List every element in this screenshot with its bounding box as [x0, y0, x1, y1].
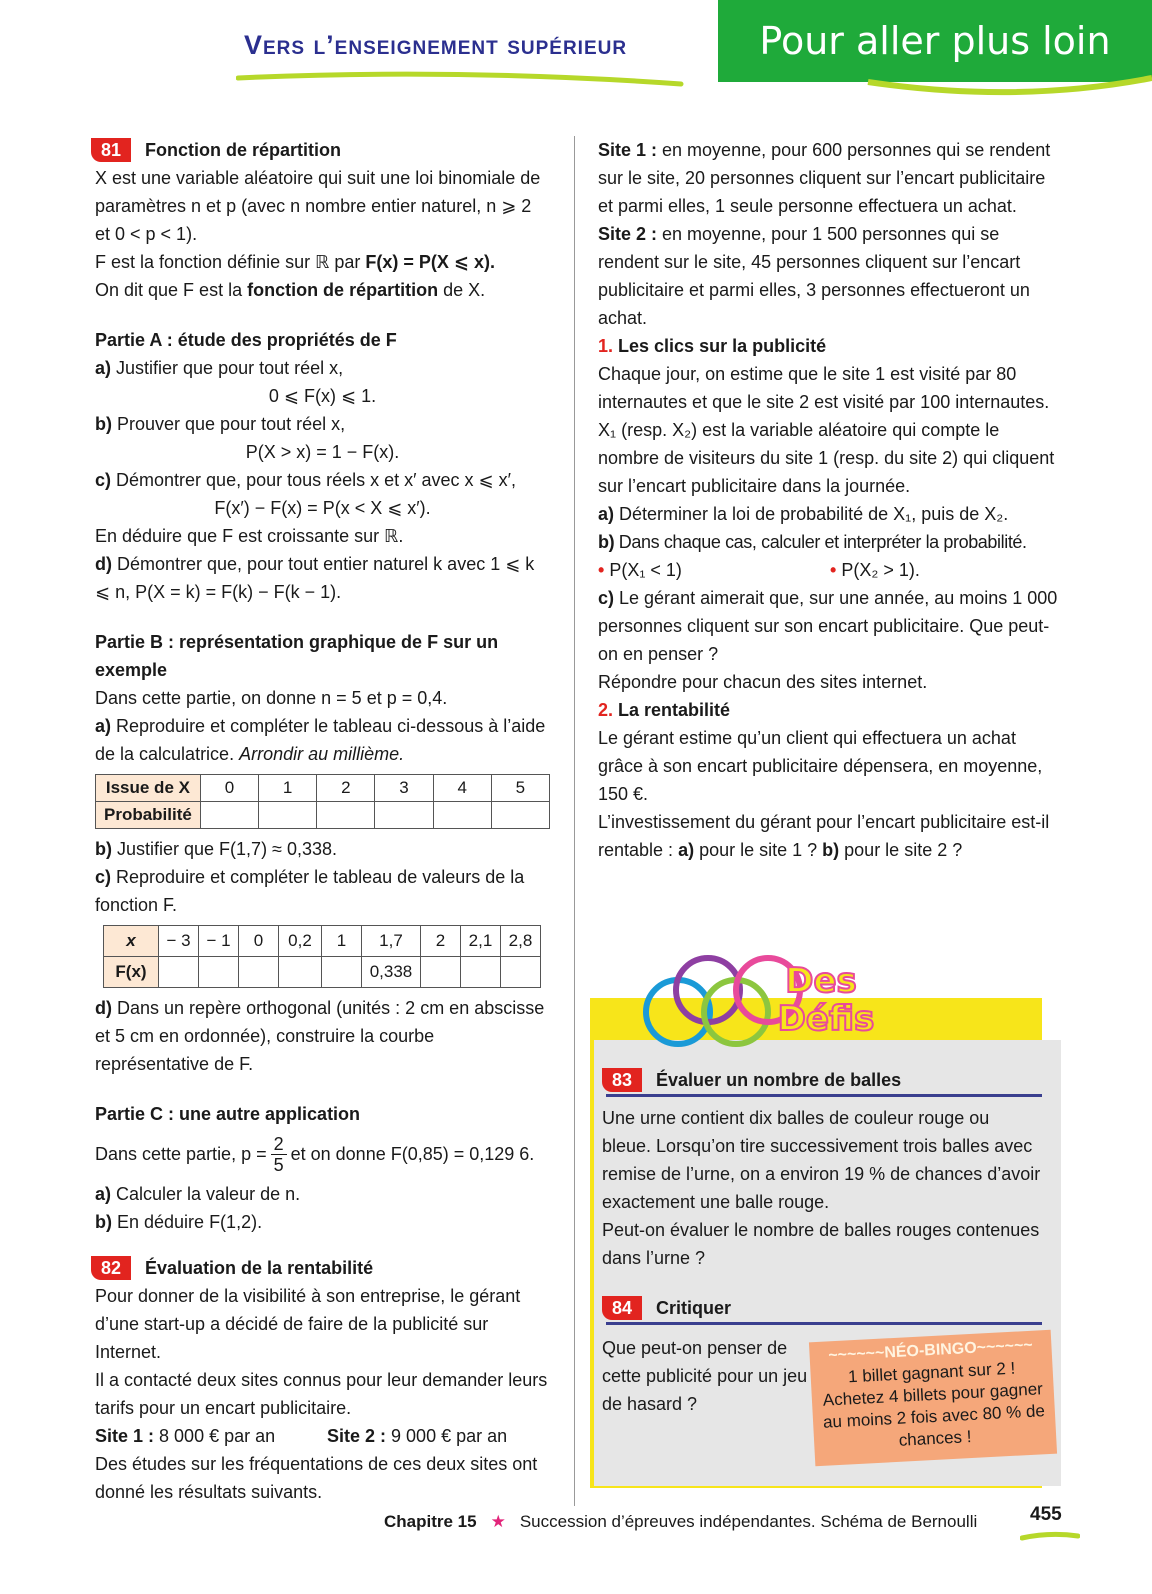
exercise-83 [606, 1066, 1044, 1094]
table-cell [322, 957, 362, 988]
table-cell [461, 957, 501, 988]
table-cell [317, 802, 375, 829]
ex82-para-3: Des études sur les fréquentations de ces deux sites ont donné les résultats suivants. [95, 1454, 538, 1502]
question-c-a [95, 1180, 550, 1208]
exercise-title: Fonction de répartition [145, 140, 342, 160]
ex81-intro-3 [95, 276, 550, 304]
text: et on donne F(0,85) = 0,129 6. [290, 1144, 535, 1164]
question-label: c) [95, 470, 112, 490]
question-label: a) [95, 716, 112, 736]
table-header-cell: Probabilité [96, 802, 201, 829]
section-1-para-1: Chaque jour, on estime que le site 1 est visité par 80 internautes et que le site 2 est visité par 100 internautes. [598, 364, 1050, 412]
des-defis-logo [636, 950, 886, 1050]
question-text: Dans chaque cas, calculer et interpréter la probabilité. [614, 532, 1027, 552]
item-text: P(X₂ > 1). [841, 560, 920, 580]
question-text: Démontrer que, pour tout entier naturel k avec 1 ⩽ k ⩽ n, P(X = k) = F(k) − F(k − 1). [95, 554, 535, 602]
exercise-number-badge: 83 [602, 1068, 642, 1092]
exercise-81-header [95, 136, 550, 164]
term: fonction de répartition [247, 280, 439, 300]
question-label: a) [95, 358, 112, 378]
question-text: Dans un repère orthogonal (unités : 2 cm en abscisse et 5 cm en ordonnée), construire la courbe représentative de F. [95, 998, 545, 1074]
label: Site 1 : [598, 140, 658, 160]
question-text: Reproduire et compléter le tableau de valeurs de la fonction F. [95, 867, 525, 915]
page-footer [384, 1512, 977, 1532]
value: 8 000 € par an [154, 1426, 276, 1446]
table-cell: 0,2 [279, 926, 322, 957]
table-cell: 2,1 [461, 926, 501, 957]
section-title: La rentabilité [613, 700, 731, 720]
part-c-title: Partie C : une autre application [95, 1104, 361, 1124]
question-label: b) [95, 1212, 112, 1232]
part-a-title: Partie A : étude des propriétés de F [95, 330, 397, 350]
table-cell [501, 957, 541, 988]
section-1-question-a [598, 500, 1058, 528]
probability-table [95, 774, 550, 829]
header-banner-title: Pour aller plus loin [759, 19, 1111, 63]
question-text: Le gérant aimerait que, sur une année, au moins 1 000 personnes cliquent sur son encart publicitaire. Que peut-on en penser ? [598, 588, 1058, 664]
section-2-title [598, 696, 1058, 724]
table-cell: 0,338 [362, 957, 421, 988]
section-number: 1. [598, 336, 614, 356]
advert-line-2: Achetez 4 billets pour gagner au moins 2 fois avec 80 % de chances ! [822, 1379, 1046, 1450]
table-header-cell: F(x) [104, 957, 159, 988]
footer-subtitle: Succession d’épreuves indépendantes. Schéma de Bernoulli [519, 1512, 978, 1531]
table-cell [279, 957, 322, 988]
right-column [598, 136, 1058, 864]
table-cell [159, 957, 199, 988]
table-cell: 2 [317, 775, 375, 802]
question-text: Prouver que pour tout réel x, [112, 414, 346, 434]
result-site-2 [598, 220, 1058, 332]
text: en moyenne, pour 600 personnes qui se rendent sur le site, 20 personnes cliquent sur l’encart publicitaire et parmi elles, 1 seule personne effectuera un achat. [598, 140, 1051, 216]
exercise-number-badge: 84 [602, 1296, 642, 1320]
fraction-numerator: 2 [271, 1134, 287, 1155]
text: en moyenne, pour 1 500 personnes qui se rendent sur le site, 45 personnes cliquent sur l’encart publicitaire et parmi elles, 3 personnes effectueront un achat. [598, 224, 1030, 328]
exercise-83-rule [606, 1094, 1042, 1097]
table-cell [421, 957, 461, 988]
ex81-intro-2 [95, 248, 550, 276]
ex82-para-1: Pour donner de la visibilité à son entreprise, le gérant d’une start-up a décidé de faire de la publicité sur Internet. [95, 1286, 521, 1362]
list-item [830, 556, 920, 584]
question-c-b [95, 1208, 550, 1236]
value: 9 000 € par an [386, 1426, 508, 1446]
question-text: pour le site 2 ? [839, 840, 963, 860]
exercise-title: Évaluation de la rentabilité [145, 1258, 374, 1278]
table-cell: 1 [322, 926, 362, 957]
question-a [95, 354, 550, 382]
table-cell [433, 802, 491, 829]
text: L’investissement du gérant pour l’encart publicitaire est-il rentable : [598, 812, 1050, 860]
formula-a: 0 ⩽ F(x) ⩽ 1. [268, 386, 377, 406]
ex82-para-2: Il a contacté deux sites connus pour leur demander leurs tarifs pour un encart publicitaire. [95, 1370, 548, 1418]
question-text: Justifier que F(1,7) ≈ 0,338. [112, 839, 337, 859]
question-text: Reproduire et compléter le tableau ci-dessous à l’aide de la calculatrice. [95, 716, 546, 764]
question-label: a) [598, 504, 615, 524]
exercise-83-header [606, 1066, 1044, 1094]
table-row [104, 957, 541, 988]
question-text: Démontrer que, pour tous réels x et x′ avec x ⩽ x′, [111, 470, 517, 490]
text: Dans cette partie, p = [95, 1144, 267, 1164]
ex83-para-1: Une urne contient dix balles de couleur rouge ou bleue. Lorsqu’on tire successivement trois balles avec remise de l’urne, on a environ 19 % de chances d’avoir exactement une balle rouge. [602, 1108, 1041, 1212]
table-header-cell: x [104, 926, 159, 957]
exercise-number-badge: 82 [91, 1256, 131, 1280]
table-cell: 0 [239, 926, 279, 957]
question-b [95, 410, 550, 438]
table-cell: 4 [433, 775, 491, 802]
ex82-prices [95, 1422, 550, 1450]
table-cell: 5 [491, 775, 549, 802]
bullet-icon: • [598, 560, 605, 580]
part-b-intro: Dans cette partie, on donne n = 5 et p = 0,4. [95, 688, 448, 708]
section-2-para-1: Le gérant estime qu’un client qui effectuera un achat grâce à son encart publicitaire dépensera, en moyenne, 150 €. [598, 728, 1043, 804]
formula-b: P(X > x) = 1 − F(x). [245, 442, 400, 462]
text: de X. [438, 280, 486, 300]
exercise-83-body [602, 1104, 1042, 1272]
formula: F(x) = P(X ⩽ x). [365, 252, 495, 272]
exercise-title: Évaluer un nombre de balles [656, 1070, 902, 1090]
question-label: b) [95, 414, 112, 434]
left-column [95, 136, 550, 1506]
table-cell: − 1 [199, 926, 239, 957]
function-values-table [103, 925, 541, 988]
table-cell: 1,7 [362, 926, 421, 957]
section-1-para-2: X₁ (resp. X₂) est la variable aléatoire qui compte le nombre de visiteurs du site 1 (resp. du site 2) qui cliquent sur l’encart publicitaire dans la journée. [598, 420, 1055, 496]
header-underline-swoosh [236, 60, 686, 90]
question-label: a) [95, 1184, 112, 1204]
table-row [96, 775, 550, 802]
question-label: b) [598, 532, 615, 552]
advert-title: ~~~~~~NÉO-BINGO~~~~~~ [827, 1336, 1034, 1365]
column-divider [574, 136, 575, 1506]
text: On dit que F est la [95, 280, 248, 300]
table-cell: − 3 [159, 926, 199, 957]
logo-text-line-1: Des [785, 961, 857, 1001]
site1-price-line [95, 1422, 327, 1450]
advert-line-1: 1 billet gagnant sur 2 ! [847, 1358, 1016, 1387]
footer-chapter: Chapitre 15 [384, 1512, 477, 1531]
question-text: Justifier que pour tout réel x, [111, 358, 344, 378]
table-cell: 1 [259, 775, 317, 802]
section-2-para-2 [598, 808, 1058, 864]
logo-text-line-2: Défis [777, 999, 875, 1039]
label: Site 2 : [598, 224, 658, 244]
page-number-swoosh [1020, 1530, 1080, 1542]
exercise-84-header [606, 1294, 1044, 1322]
section-1-question-b-items [598, 556, 1058, 584]
question-label: a) [678, 840, 695, 860]
neo-bingo-advert [809, 1330, 1057, 1466]
table-cell: 2,8 [501, 926, 541, 957]
header-banner-swoosh [718, 60, 1152, 104]
table-cell [239, 957, 279, 988]
header-section-title: Vers l’enseignement supérieur [244, 30, 628, 60]
exercise-84 [606, 1294, 1044, 1322]
question-d [95, 550, 550, 606]
question-label: d) [95, 554, 112, 574]
question-text: En déduire F(1,2). [112, 1212, 263, 1232]
exercise-84-rule [606, 1322, 1042, 1325]
table-cell [375, 802, 433, 829]
page-number: 455 [1030, 1504, 1062, 1525]
ex81-intro-1: X est une variable aléatoire qui suit une loi binomiale de paramètres n et p (avec n nombre entier naturel, n ⩾ 2 et 0 < p < 1). [95, 168, 541, 244]
table-cell [491, 802, 549, 829]
question-c-deduce: En déduire que F est croissante sur ℝ. [95, 526, 404, 546]
table-cell [259, 802, 317, 829]
question-label: b) [822, 840, 840, 860]
table-cell: 3 [375, 775, 433, 802]
table-row [96, 802, 550, 829]
table-cell [200, 802, 258, 829]
question-label: c) [95, 867, 112, 887]
part-c-intro [95, 1128, 550, 1180]
question-label: d) [95, 998, 112, 1018]
part-b-title: Partie B : représentation graphique de F sur un exemple [95, 632, 499, 680]
section-title: Les clics sur la publicité [613, 336, 827, 356]
result-site-1 [598, 136, 1058, 220]
list-item [598, 556, 830, 584]
exercise-title: Critiquer [656, 1298, 732, 1318]
question-text: pour le site 1 ? [694, 840, 823, 860]
item-text: P(X₁ < 1) [609, 560, 682, 580]
table-row [104, 926, 541, 957]
label: Site 1 : [95, 1426, 155, 1446]
section-1-question-b [598, 528, 1058, 556]
exercise-82-header [95, 1254, 550, 1282]
formula-c: F(x′) − F(x) = P(x < X ⩽ x′). [214, 498, 431, 518]
instruction: Arrondir au millième. [239, 744, 405, 764]
ex83-para-2: Peut-on évaluer le nombre de balles rouges contenues dans l’urne ? [602, 1220, 1040, 1268]
question-b-c [95, 863, 550, 919]
exercise-number-badge: 81 [91, 138, 131, 162]
question-b-a [95, 712, 550, 768]
ex84-para-1: Que peut-on penser de cette publicité pour un jeu de hasard ? [602, 1338, 808, 1414]
section-1-question-c-2: Répondre pour chacun des sites internet. [598, 672, 928, 692]
bullet-icon: • [830, 560, 837, 580]
question-label: c) [598, 588, 615, 608]
fraction-denominator: 5 [273, 1154, 284, 1175]
question-label: b) [95, 839, 112, 859]
table-cell: 0 [200, 775, 258, 802]
table-header-cell: Issue de X [96, 775, 201, 802]
exercise-84-body [602, 1334, 808, 1418]
section-1-question-c [598, 584, 1058, 668]
table-cell [199, 957, 239, 988]
section-1-title [598, 332, 1058, 360]
question-c [95, 466, 550, 494]
site2-price-line [327, 1422, 507, 1450]
question-b-b [95, 835, 550, 863]
fraction [271, 1134, 287, 1175]
question-text: Calculer la valeur de n. [111, 1184, 301, 1204]
question-text: Déterminer la loi de probabilité de X₁, puis de X₂. [614, 504, 1009, 524]
text: F est la fonction définie sur ℝ par [95, 252, 366, 272]
section-number: 2. [598, 700, 614, 720]
label: Site 2 : [327, 1426, 387, 1446]
star-icon: ★ [490, 1512, 506, 1531]
question-b-d [95, 994, 550, 1078]
table-cell: 2 [421, 926, 461, 957]
